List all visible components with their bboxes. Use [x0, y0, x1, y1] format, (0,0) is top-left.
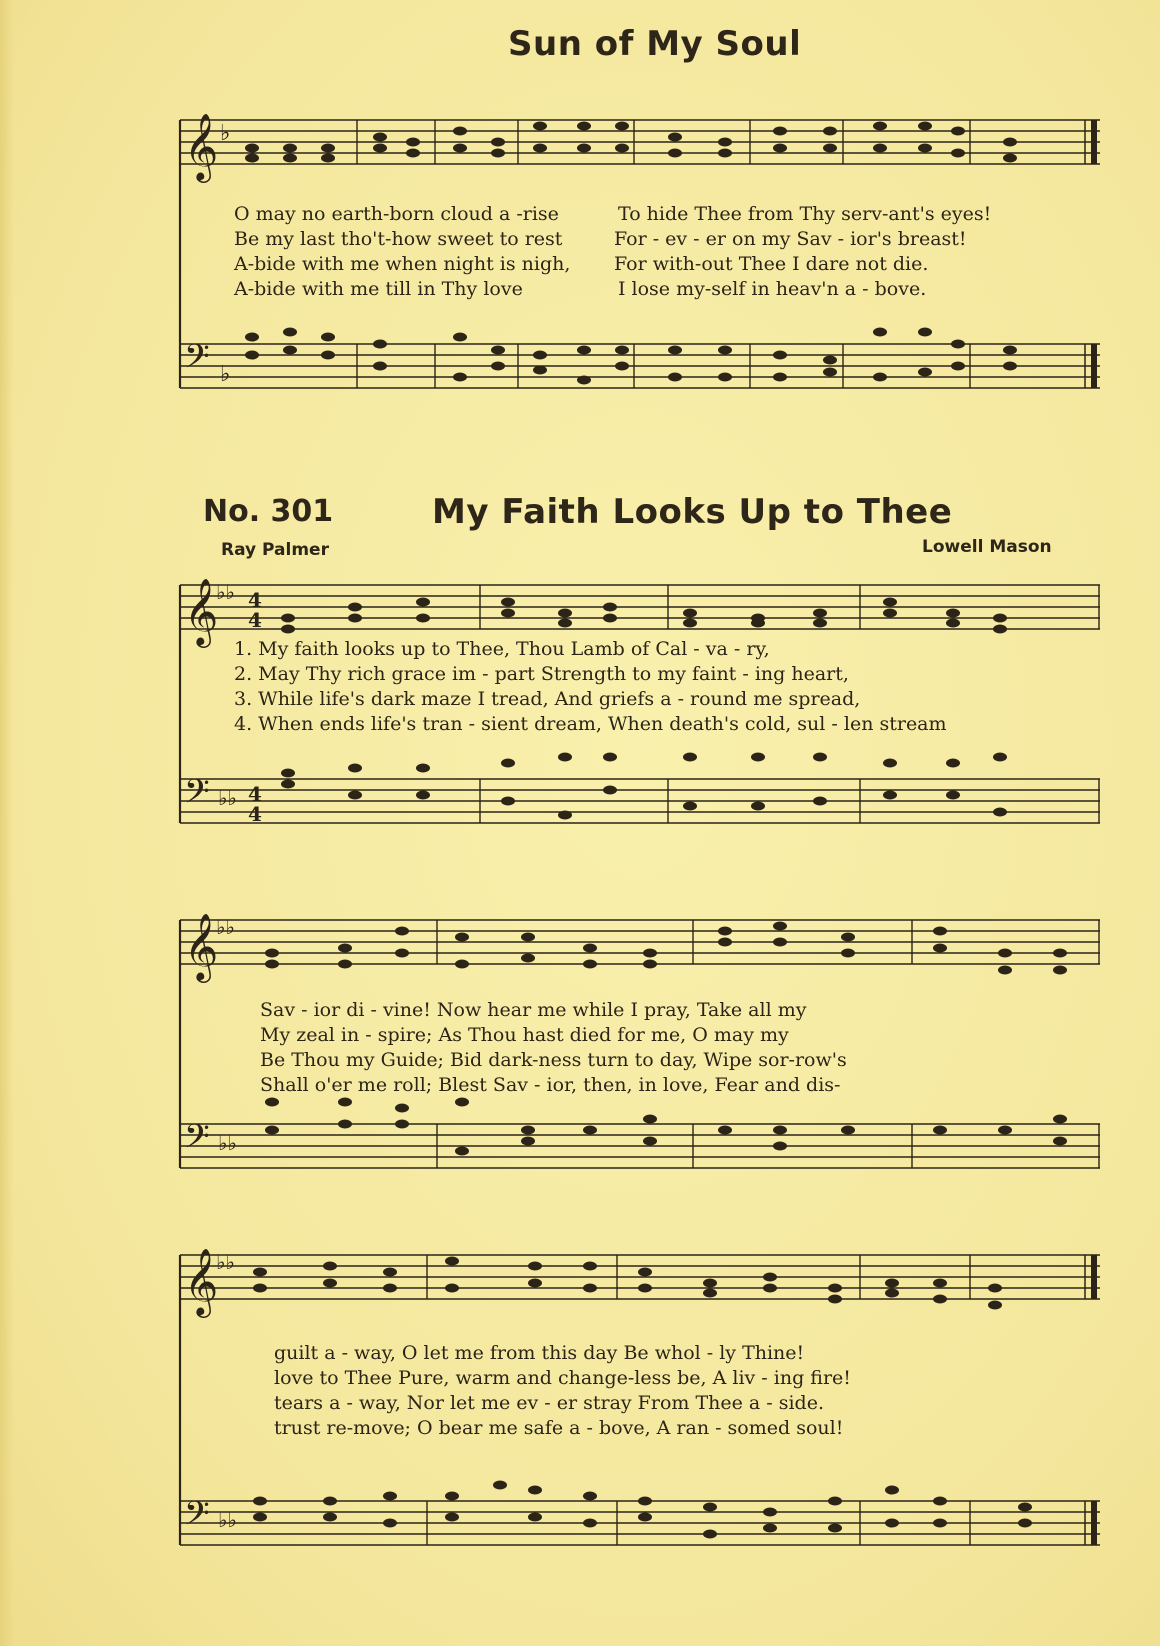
lyric: To hide Thee from Thy serv-ant's eyes!	[618, 203, 992, 225]
lyricist-credit: Ray Palmer	[221, 540, 329, 560]
lyric: For - ev - er on my Sav - ior's breast!	[614, 228, 967, 250]
hymn1-verse-3	[180, 252, 1100, 277]
lyric: Shall o'er me roll; Blest Sav - ior, then, in love, Fear and dis-	[260, 1074, 841, 1096]
hymn1-lyrics	[180, 202, 1100, 302]
lyric: love to Thee Pure, warm and change-less be, A liv - ing fire!	[274, 1367, 851, 1389]
hymn2-verse-2-row	[180, 1366, 1100, 1391]
lyric: 4. When ends life's tran - sient dream, When death's cold, sul - len stream	[234, 713, 947, 735]
hymn2-verse-1-row	[180, 998, 1100, 1023]
composer-credit: Lowell Mason	[922, 537, 1052, 557]
hymn1-verse-4	[180, 277, 1100, 302]
hymn1-system	[180, 100, 1100, 430]
hymn2-verse-3-row	[180, 1048, 1100, 1073]
time-signature-bottom: 4	[248, 608, 262, 632]
hymn1-bass-notes	[245, 328, 1017, 385]
flat-sign-icon: ♭♭	[218, 786, 237, 810]
flat-sign-icon: ♭♭	[216, 580, 235, 604]
flat-sign-icon: ♭♭	[216, 1250, 235, 1274]
lyric: 1. My faith looks up to Thee, Thou Lamb of Cal - va - ry,	[234, 638, 770, 660]
lyric: Sav - ior di - vine! Now hear me while I pray, Take all my	[260, 999, 807, 1021]
hymn2-verse-1-row	[180, 637, 1100, 662]
bass-clef-icon: 𝄢	[184, 1495, 210, 1541]
treble-clef-icon: 𝄞	[184, 912, 219, 980]
hymn2-verse-2-row	[180, 1023, 1100, 1048]
hymn2-verse-3-row	[180, 687, 1100, 712]
hymn2-system-2	[180, 900, 1100, 1190]
time-signature-bottom: 4	[248, 802, 262, 826]
hymn-title-sun-of-my-soul: Sun of My Soul	[508, 24, 802, 64]
lyric: My zeal in - spire; As Thou hast died for me, O may my	[260, 1024, 789, 1046]
lyric: A-bide with me till in Thy love	[234, 278, 523, 300]
hymn2-verse-1-row	[180, 1341, 1100, 1366]
lyric: trust re-move; O bear me safe a - bove, A ran - somed soul!	[274, 1417, 844, 1439]
treble-clef-icon: 𝄞	[184, 112, 219, 180]
lyric: O may no earth-born cloud a -rise	[234, 203, 559, 225]
hymn2-lyrics-3	[180, 1341, 1100, 1441]
hymn-title-my-faith: My Faith Looks Up to Thee	[432, 492, 953, 532]
hymn2-verse-4-row	[180, 712, 1100, 737]
lyric: I lose my-self in heav'n a - bove.	[618, 278, 927, 300]
flat-sign-icon: ♭♭	[216, 915, 235, 939]
bass-clef-icon: 𝄢	[184, 1118, 210, 1164]
time-signature-top: 4	[248, 588, 262, 612]
bass-clef-icon: 𝄢	[184, 338, 210, 384]
hymn2-verse-2-row	[180, 662, 1100, 687]
lyric: 3. While life's dark maze I tread, And griefs a - round me spread,	[234, 688, 861, 710]
lyric: 2. May Thy rich grace im - part Strength to my faint - ing heart,	[234, 663, 849, 685]
hymn2-verse-3-row	[180, 1391, 1100, 1416]
flat-sign-icon: ♭	[220, 121, 231, 146]
hymn1-treble-staff	[180, 120, 1100, 164]
hymn2-verse-4-row	[180, 1416, 1100, 1441]
lyric: guilt a - way, O let me from this day Be whol - ly Thine!	[274, 1342, 805, 1364]
treble-clef-icon: 𝄞	[184, 1247, 219, 1315]
lyric: Be my last tho't-how sweet to rest	[234, 228, 563, 250]
hymn2-lyrics-1	[180, 637, 1100, 737]
lyric: tears a - way, Nor let me ev - er stray From Thee a - side.	[274, 1392, 824, 1414]
flat-sign-icon: ♭♭	[218, 1131, 237, 1155]
page-edge	[0, 0, 14, 1646]
hymn1-verse-1	[180, 202, 1100, 227]
hymn2-lyrics-2	[180, 998, 1100, 1098]
lyric: Be Thou my Guide; Bid dark-ness turn to day, Wipe sor-row's	[260, 1049, 847, 1071]
lyric: For with-out Thee I dare not die.	[614, 253, 929, 275]
lyric: A-bide with me when night is nigh,	[234, 253, 571, 275]
flat-sign-icon: ♭	[220, 362, 231, 387]
bass-clef-icon: 𝄢	[184, 773, 210, 819]
treble-clef-icon: 𝄞	[184, 577, 219, 645]
hymn2-system-1	[180, 565, 1100, 855]
hymn2-verse-4-row	[180, 1073, 1100, 1098]
hymn2-system-3	[180, 1235, 1100, 1575]
flat-sign-icon: ♭♭	[218, 1508, 237, 1532]
hymn-number: No. 301	[203, 494, 334, 529]
time-signature-top: 4	[248, 782, 262, 806]
hymn1-verse-2	[180, 227, 1100, 252]
